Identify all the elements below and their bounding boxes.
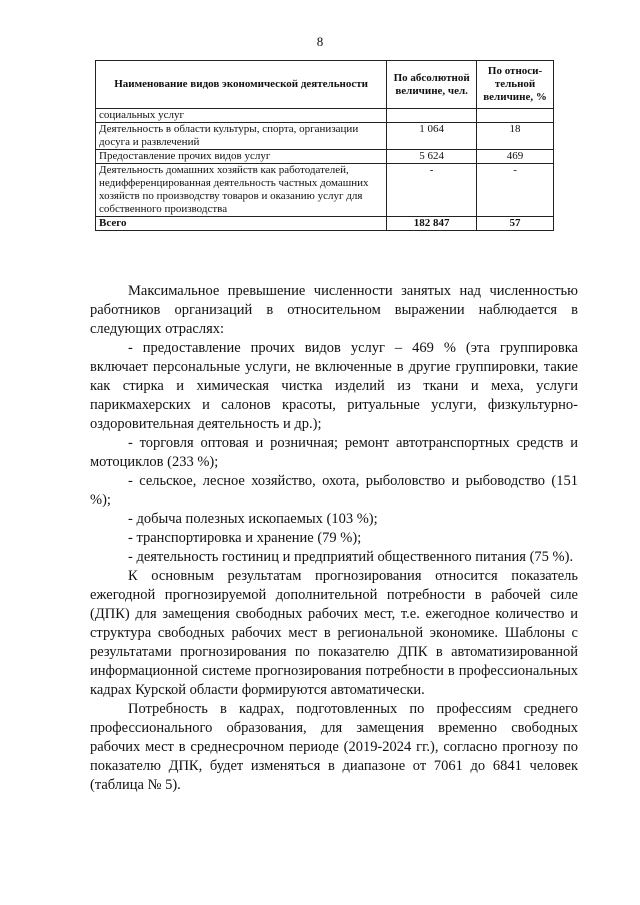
total-absolute: 182 847 bbox=[387, 217, 477, 231]
table-row bbox=[96, 150, 554, 164]
row-absolute: - bbox=[387, 164, 477, 217]
forecast-paragraph: Потребность в кадрах, подготовленных по профессиям среднего профессионального образования, для замещения временно свободных рабочих мест в среднесрочном периоде (2019-2024 гг.), согласно прогнозу по показателю ДПК, будет изменяться в диапазоне от 7061 до 6841 человек (таблица № 5). bbox=[90, 701, 578, 793]
table-total-row bbox=[96, 217, 554, 231]
list-item: - добыча полезных ископаемых (103 %); bbox=[128, 511, 378, 527]
total-name: Всего bbox=[96, 217, 387, 231]
row-absolute bbox=[387, 109, 477, 123]
row-absolute: 5 624 bbox=[387, 150, 477, 164]
intro-paragraph: Максимальное превышение численности занятых над численностью работников организаций в относительном выражении наблюдается в следующих отраслях: bbox=[90, 283, 578, 337]
list-item: - сельское, лесное хозяйство, охота, рыболовство и рыбоводство (151 %); bbox=[90, 473, 578, 508]
row-relative: - bbox=[477, 164, 554, 217]
body-text bbox=[90, 282, 578, 795]
table-row bbox=[96, 164, 554, 217]
row-relative bbox=[477, 109, 554, 123]
total-relative: 57 bbox=[477, 217, 554, 231]
row-relative: 18 bbox=[477, 123, 554, 150]
row-name: Деятельность домашних хозяйств как работодателей, недифференцированная деятельность частных домашних хозяйств по производству товаров и оказанию услуг для собственного производства bbox=[96, 164, 387, 217]
dpk-paragraph: К основным результатам прогнозирования относится показатель ежегодной прогнозируемой дополнительной потребности в рабочей силе (ДПК) для замещения свободных рабочих мест, т.е. ежегодное количество и структура свободных рабочих мест в региональной экономике. Шаблоны с результатами прогнозирования по показателю ДПК в автоматизированной информационной системе прогнозирования потребности в профессиональных кадрах Курской области формируются автоматически. bbox=[90, 568, 578, 698]
row-name: социальных услуг bbox=[96, 109, 387, 123]
list-item: - деятельность гостиниц и предприятий общественного питания (75 %). bbox=[128, 549, 574, 565]
table-row bbox=[96, 123, 554, 150]
table-header-row bbox=[96, 61, 554, 109]
table-row bbox=[96, 109, 554, 123]
economic-activity-table bbox=[95, 60, 554, 231]
list-item: - торговля оптовая и розничная; ремонт автотранспортных средств и мотоциклов (233 %); bbox=[90, 435, 578, 470]
header-activity-name: Наименование видов экономической деятельности bbox=[96, 61, 387, 109]
page-number: 8 bbox=[316, 34, 324, 49]
header-relative: По относи-тельной величине, % bbox=[477, 61, 554, 109]
row-absolute: 1 064 bbox=[387, 123, 477, 150]
row-name: Деятельность в области культуры, спорта, организации досуга и развлечений bbox=[96, 123, 387, 150]
header-absolute: По абсолютной величине, чел. bbox=[387, 61, 477, 109]
row-relative: 469 bbox=[477, 150, 554, 164]
list-item: - транспортировка и хранение (79 %); bbox=[128, 530, 362, 546]
row-name: Предоставление прочих видов услуг bbox=[96, 150, 387, 164]
list-item: - предоставление прочих видов услуг – 469 % (эта группировка включает персональные услуги, не включенные в другие группировки, такие как стирка и химическая чистка изделий из ткани и меха, услуги парикмахерских и салонов красоты, ритуальные услуги, физкультурно-оздоровительная деятельность и др.); bbox=[90, 340, 578, 432]
